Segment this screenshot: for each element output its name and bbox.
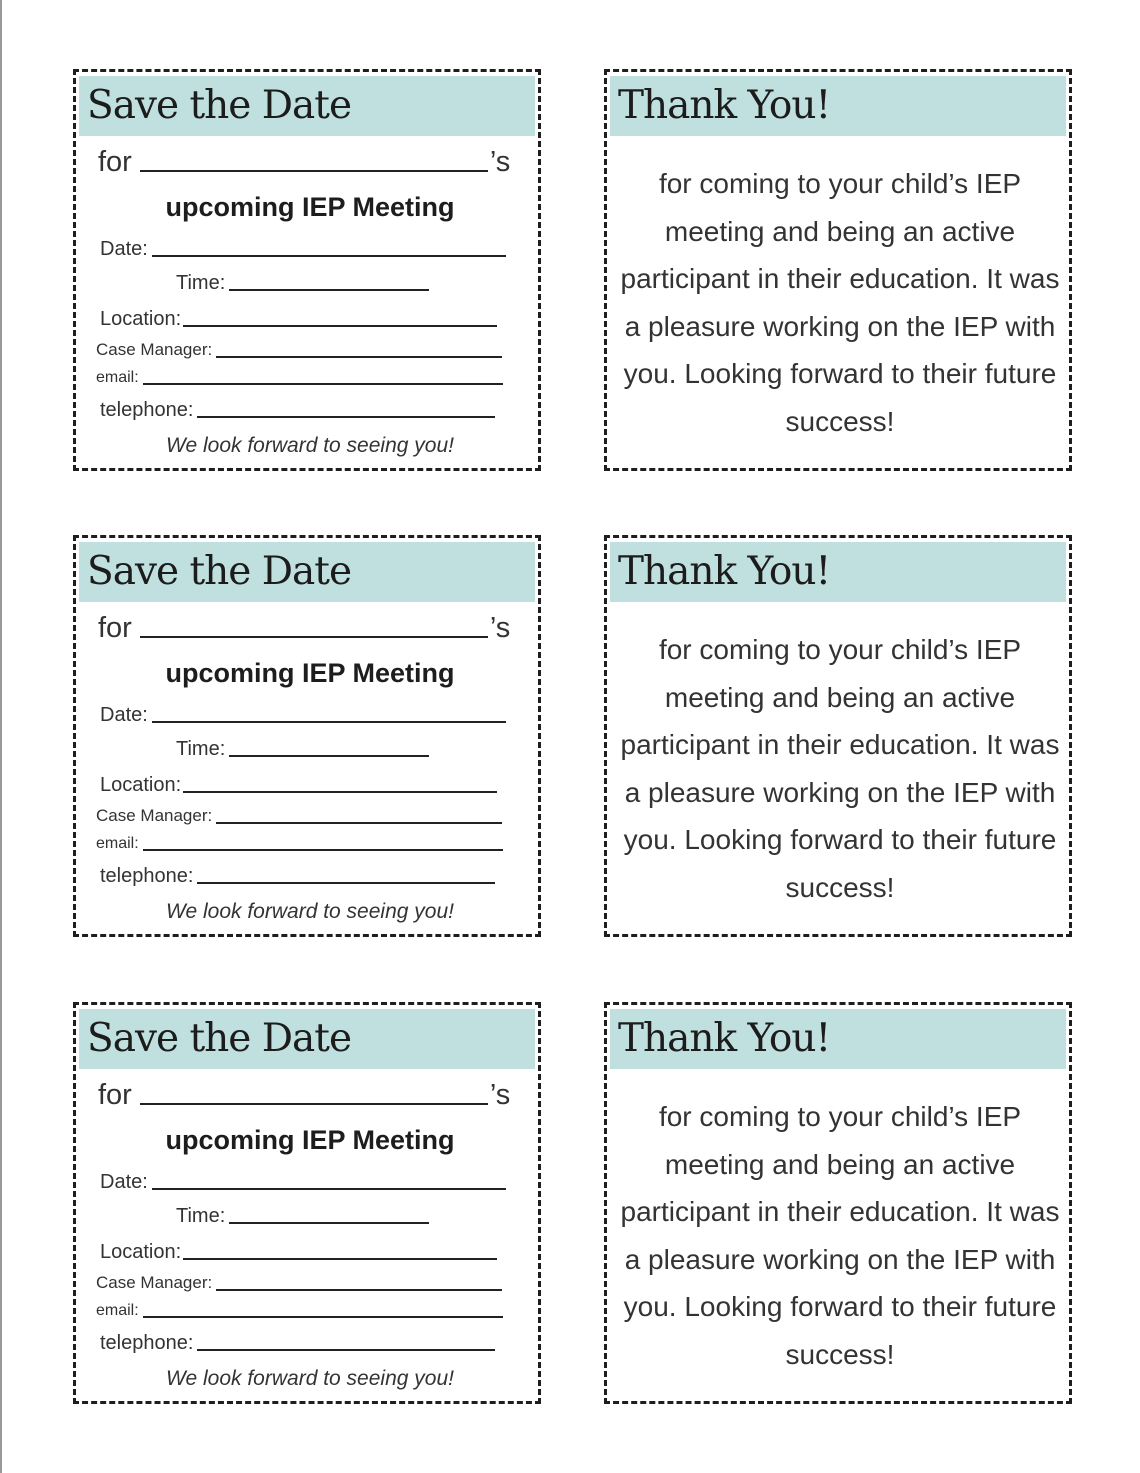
date-blank[interactable] <box>152 1188 506 1190</box>
location-label: Location: <box>100 308 182 330</box>
card-banner <box>610 542 1066 602</box>
student-name-blank[interactable] <box>140 170 488 172</box>
email-blank[interactable] <box>143 383 503 385</box>
case-manager-label: Case Manager: <box>96 340 213 359</box>
thank-you-card <box>604 1002 1072 1404</box>
time-blank[interactable] <box>229 755 429 757</box>
email-label: email: <box>96 835 139 852</box>
date-blank[interactable] <box>152 721 506 723</box>
telephone-label: telephone: <box>100 865 194 887</box>
case-manager-blank[interactable] <box>216 822 502 824</box>
student-name-row <box>98 146 518 178</box>
page-left-edge <box>0 0 2 1473</box>
closing-line: We look forward to seeing you! <box>166 1367 454 1390</box>
case-manager-field <box>96 806 502 826</box>
time-field <box>176 272 429 295</box>
time-label: Time: <box>176 272 226 294</box>
date-field <box>100 238 506 261</box>
time-blank[interactable] <box>229 1222 429 1224</box>
save-the-date-title: Save the Date <box>87 1016 352 1061</box>
time-field <box>176 1205 429 1228</box>
thank-you-title: Thank You! <box>618 549 831 594</box>
card-banner <box>79 1009 535 1069</box>
possessive-suffix: ’s <box>489 1079 511 1111</box>
save-the-date-title: Save the Date <box>87 83 352 128</box>
thank-you-message: for coming to your child’s IEP meeting and being an active participant in their education. It was a pleasure working on the IEP with you. Looking forward to their future success! <box>620 634 1060 903</box>
thank-you-card <box>604 535 1072 937</box>
email-blank[interactable] <box>143 1316 503 1318</box>
location-field <box>100 1241 497 1264</box>
time-label: Time: <box>176 738 226 760</box>
meeting-subtitle: upcoming IEP Meeting <box>165 1125 455 1155</box>
save-the-date-card <box>73 1002 541 1404</box>
location-field <box>100 308 497 331</box>
date-label: Date: <box>100 1171 148 1193</box>
case-manager-field <box>96 340 502 360</box>
email-field <box>96 835 503 853</box>
student-name-row <box>98 1079 518 1111</box>
for-label: for <box>98 146 132 178</box>
meeting-subtitle: upcoming IEP Meeting <box>165 658 455 688</box>
email-label: email: <box>96 1302 139 1319</box>
telephone-blank[interactable] <box>197 882 495 884</box>
closing-line: We look forward to seeing you! <box>166 900 454 923</box>
location-label: Location: <box>100 774 182 796</box>
date-label: Date: <box>100 704 148 726</box>
location-blank[interactable] <box>183 325 497 327</box>
telephone-field <box>100 865 495 888</box>
for-label: for <box>98 1079 132 1111</box>
card-banner <box>610 1009 1066 1069</box>
possessive-suffix: ’s <box>489 146 511 178</box>
case-manager-blank[interactable] <box>216 356 502 358</box>
possessive-suffix: ’s <box>489 612 511 644</box>
telephone-label: telephone: <box>100 1332 194 1354</box>
save-the-date-title: Save the Date <box>87 549 352 594</box>
card-banner <box>79 542 535 602</box>
telephone-label: telephone: <box>100 399 194 421</box>
thank-you-title: Thank You! <box>618 1016 831 1061</box>
email-blank[interactable] <box>143 849 503 851</box>
email-label: email: <box>96 369 139 386</box>
closing-line: We look forward to seeing you! <box>166 434 454 457</box>
location-field <box>100 774 497 797</box>
case-manager-label: Case Manager: <box>96 806 213 825</box>
card-banner <box>79 76 535 136</box>
telephone-blank[interactable] <box>197 416 495 418</box>
time-label: Time: <box>176 1205 226 1227</box>
email-field <box>96 1302 503 1320</box>
save-the-date-card <box>73 69 541 471</box>
student-name-blank[interactable] <box>140 636 488 638</box>
time-field <box>176 738 429 761</box>
telephone-field <box>100 399 495 422</box>
save-the-date-card <box>73 535 541 937</box>
date-field <box>100 704 506 727</box>
thank-you-message: for coming to your child’s IEP meeting and being an active participant in their education. It was a pleasure working on the IEP with you. Looking forward to their future success! <box>620 168 1060 437</box>
card-banner <box>610 76 1066 136</box>
time-blank[interactable] <box>229 289 429 291</box>
telephone-field <box>100 1332 495 1355</box>
location-blank[interactable] <box>183 791 497 793</box>
student-name-row <box>98 612 518 644</box>
telephone-blank[interactable] <box>197 1349 495 1351</box>
meeting-subtitle: upcoming IEP Meeting <box>165 192 455 222</box>
thank-you-card <box>604 69 1072 471</box>
for-label: for <box>98 612 132 644</box>
date-blank[interactable] <box>152 255 506 257</box>
case-manager-label: Case Manager: <box>96 1273 213 1292</box>
thank-you-message: for coming to your child’s IEP meeting and being an active participant in their education. It was a pleasure working on the IEP with you. Looking forward to their future success! <box>620 1101 1060 1370</box>
location-label: Location: <box>100 1241 182 1263</box>
thank-you-title: Thank You! <box>618 83 831 128</box>
student-name-blank[interactable] <box>140 1103 488 1105</box>
date-label: Date: <box>100 238 148 260</box>
date-field <box>100 1171 506 1194</box>
email-field <box>96 369 503 387</box>
location-blank[interactable] <box>183 1258 497 1260</box>
case-manager-blank[interactable] <box>216 1289 502 1291</box>
case-manager-field <box>96 1273 502 1293</box>
